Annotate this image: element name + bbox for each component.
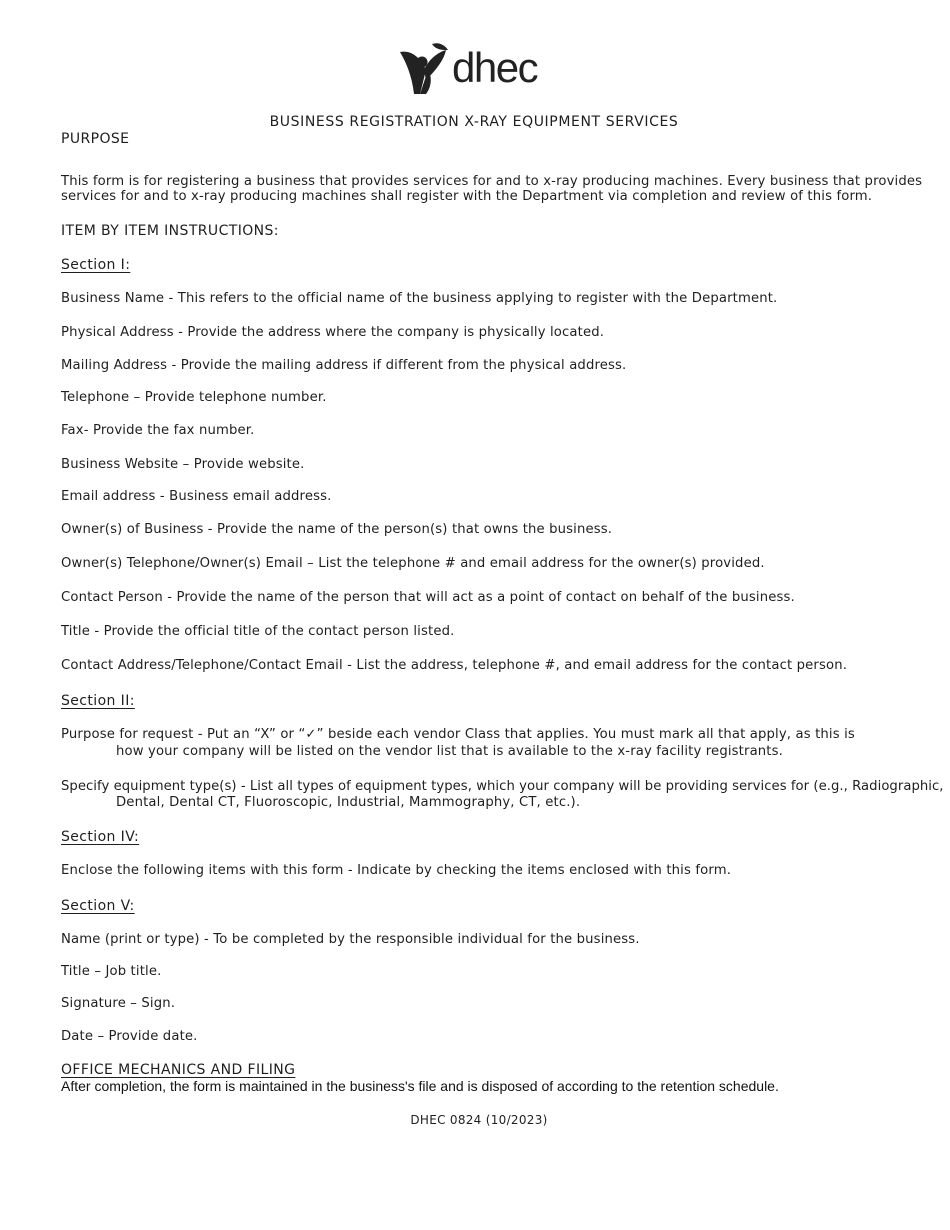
section-2-purpose-line2: how your company will be listed on the vendor list that is available to the x-ray facility registrants. [116,744,783,759]
section-5-item: Signature – Sign. [61,996,176,1011]
logo-text: dhec [452,44,538,91]
section-2-purpose-line1: Purpose for request - Put an “X” or “✓” beside each vendor Class that applies. You must mark all that apply, as this is [61,727,855,742]
instructions-heading: ITEM BY ITEM INSTRUCTIONS: [61,223,279,239]
page-title: BUSINESS REGISTRATION X-RAY EQUIPMENT SERVICES [269,114,679,130]
section-2-heading: Section II: [61,693,135,709]
section-1-item: Email address - Business email address. [61,489,332,504]
section-5-item: Date – Provide date. [61,1029,198,1044]
section-1-item: Owner(s) Telephone/Owner(s) Email – List the telephone # and email address for the owner(s) provided. [61,556,765,571]
section-1-heading: Section I: [61,257,131,273]
purpose-heading: PURPOSE [61,131,130,147]
section-1-item: Mailing Address - Provide the mailing address if different from the physical address. [61,358,627,373]
section-5-heading: Section V: [61,898,135,914]
purpose-text-line2: services for and to x-ray producing machines shall register with the Department via completion and review of this form. [61,189,873,204]
section-1-item: Business Website – Provide website. [61,457,305,472]
section-1-item: Telephone – Provide telephone number. [61,390,327,405]
section-1-item: Fax- Provide the fax number. [61,423,255,438]
section-1-item: Physical Address - Provide the address where the company is physically located. [61,325,605,340]
section-5-item: Name (print or type) - To be completed by the responsible individual for the business. [61,932,640,947]
dhec-logo [398,40,546,98]
section-2-equipment-line1: Specify equipment type(s) - List all types of equipment types, which your company will be providing services for (e.g., Radiographic, [61,779,944,794]
office-text: After completion, the form is maintained in the business's file and is disposed of according to the retention schedule. [61,1078,779,1094]
purpose-text-line1: This form is for registering a business that provides services for and to x-ray producing machines. Every business that provides [61,174,923,189]
section-4-item: Enclose the following items with this form - Indicate by checking the items enclosed with this form. [61,863,732,878]
section-1-item: Owner(s) of Business - Provide the name of the person(s) that owns the business. [61,522,613,537]
section-4-heading: Section IV: [61,829,140,845]
section-1-item: Business Name - This refers to the official name of the business applying to register with the Department. [61,291,778,306]
section-5-item: Title – Job title. [61,964,162,979]
section-1-item: Title - Provide the official title of the contact person listed. [61,624,455,639]
palmetto-logo-icon [398,40,456,98]
office-heading: OFFICE MECHANICS AND FILING [61,1062,296,1078]
section-2-equipment-line2: Dental, Dental CT, Fluoroscopic, Industrial, Mammography, CT, etc.). [116,795,581,810]
section-1-item: Contact Address/Telephone/Contact Email - List the address, telephone #, and email address for the contact person. [61,658,848,673]
section-1-item: Contact Person - Provide the name of the person that will act as a point of contact on behalf of the business. [61,590,795,605]
form-number-footer: DHEC 0824 (10/2023) [410,1113,548,1127]
